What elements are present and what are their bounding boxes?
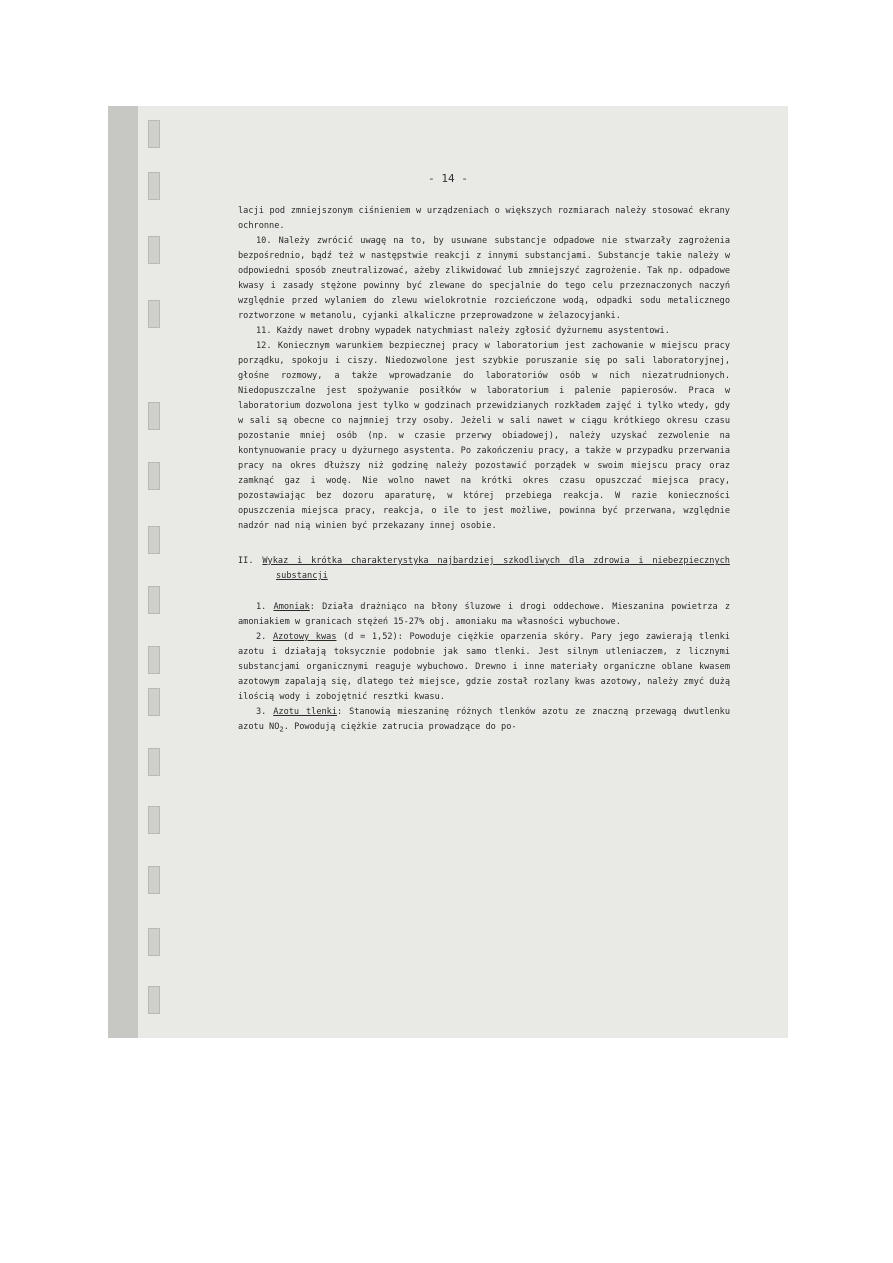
subscript: 2	[279, 724, 284, 734]
binding-hole	[148, 866, 160, 894]
binding-hole	[148, 236, 160, 264]
item-azotu-tlenki	[238, 705, 730, 737]
paragraph-intro: lacji pod zmniejszonym ciśnieniem w urządzeniach o większych rozmiarach należy stosować ekrany ochronne.	[238, 206, 730, 231]
binding-hole	[148, 928, 160, 956]
section-title: Wykaz i krótka charakterystyka najbardziej szkodliwych dla zdrowia i niebezpiecznych substancji	[262, 556, 730, 581]
section-heading	[238, 554, 730, 584]
item-azotowy-kwas	[238, 630, 730, 705]
item-term: Azotu tlenki	[273, 707, 338, 717]
binding-hole	[148, 462, 160, 490]
item-number: 2.	[256, 632, 267, 642]
item-number: 3.	[256, 707, 267, 717]
binding-hole	[148, 688, 160, 716]
item-text: : Działa drażniąco na błony śluzowe i drogi oddechowe. Mieszanina powietrza z amoniakiem w granicach stężeń 15-27% obj. amoniaku ma własności wybuchowe.	[238, 602, 730, 627]
binding-hole	[148, 526, 160, 554]
paragraph-12: 12. Koniecznym warunkiem bezpiecznej pracy w laboratorium jest zachowanie w miejscu pracy porządku, spokoju i ciszy. Niedozwolone jest szybkie poruszanie się po sali laboratoryjnej, głośne rozmowy, a także wprowadzanie do laboratoriów osób w nich niezatrudnionych. Niedopuszczalne jest spożywanie posiłków w laboratorium i palenie papierosów. Praca w laboratorium dozwolona jest tylko w godzinach przewidzianych rozkładem zajęć i tylko wtedy, gdy w sali są obecne co najmniej trzy osoby. Jeżeli w sali nawet w ciągu krótkiego okresu czasu pozostanie mniej osób (np. w czasie przerwy obiadowej), należy uzyskać zezwolenie na kontynuowanie pracy u dyżurnego asystenta. Po zakończeniu pracy, a także w przypadku przerwania pracy na okres dłuższy niż godzinę należy pozostawić porządek w swoim miejscu pracy oraz zamknąć gaz i wodę. Nie wolno nawet na krótki okres czasu opuszczać miejsca pracy, pozostawiając bez dozoru aparaturę, w której przebiega reakcja. W razie konieczności opuszczenia miejsca pracy, reakcja, o ile to jest możliwe, powinna być przerwana, względnie nadzór nad nią winien być przekazany innej osobie.	[238, 341, 730, 531]
item-number: 1.	[256, 602, 267, 612]
scanned-page	[108, 106, 788, 1038]
binding-hole	[148, 646, 160, 674]
item-amoniak	[238, 600, 730, 630]
binding-hole	[148, 120, 160, 148]
binding-hole	[148, 300, 160, 328]
binding-hole	[148, 586, 160, 614]
binding-strip	[108, 106, 138, 1038]
item-term: Amoniak	[273, 602, 310, 612]
binding-hole	[148, 806, 160, 834]
binding-hole	[148, 748, 160, 776]
item-text: : Stanowią mieszaninę różnych tlenków azotu ze znaczną przewagą dwutlenku azotu NO	[238, 707, 730, 732]
binding-hole	[148, 986, 160, 1014]
item-text: (d = 1,52): Powoduje ciężkie oparzenia skóry. Pary jego zawierają tlenki azotu i działają toksycznie podobnie jak samo tlenki. Jest silnym utleniaczem, z licznymi substancjami organicznymi reaguje wybuchowo. Drewno i inne materiały organiczne oblane kwasem azotowym zapalają się, dlatego też miejsce, gdzie został rozlany kwas azotowy, należy zmyć dużą ilością wody i zobojętnić resztki kwasu.	[238, 632, 730, 702]
page-number: - 14 -	[428, 172, 468, 185]
paragraph-11: 11. Każdy nawet drobny wypadek natychmiast należy zgłosić dyżurnemu asystentowi.	[256, 326, 670, 336]
body-text	[238, 204, 730, 737]
section-number: II.	[238, 556, 254, 566]
paragraph-10: 10. Należy zwrócić uwagę na to, by usuwane substancje odpadowe nie stwarzały zagrożenia bezpośrednio, bądź też w następstwie reakcji z innymi substancjami. Substancje takie należy w odpowiedni sposób zneutralizować, ażeby zlikwidować lub zmniejszyć zagrożenie. Tak np. odpadowe kwasy i zasady stężone powinny być zlewane do specjalnie do tego celu przeznaczonych naczyń względnie przed wylaniem do zlewu wielokrotnie rozcieńczone wodą, odpadki sodu metalicznego roztworzone w metanolu, cyjanki alkaliczne przeprowadzone w żelazocyjanki.	[238, 236, 730, 321]
item-text-cont: . Powodują ciężkie zatrucia prowadzące do po-	[283, 722, 517, 732]
binding-hole	[148, 402, 160, 430]
item-term: Azotowy kwas	[272, 632, 337, 642]
